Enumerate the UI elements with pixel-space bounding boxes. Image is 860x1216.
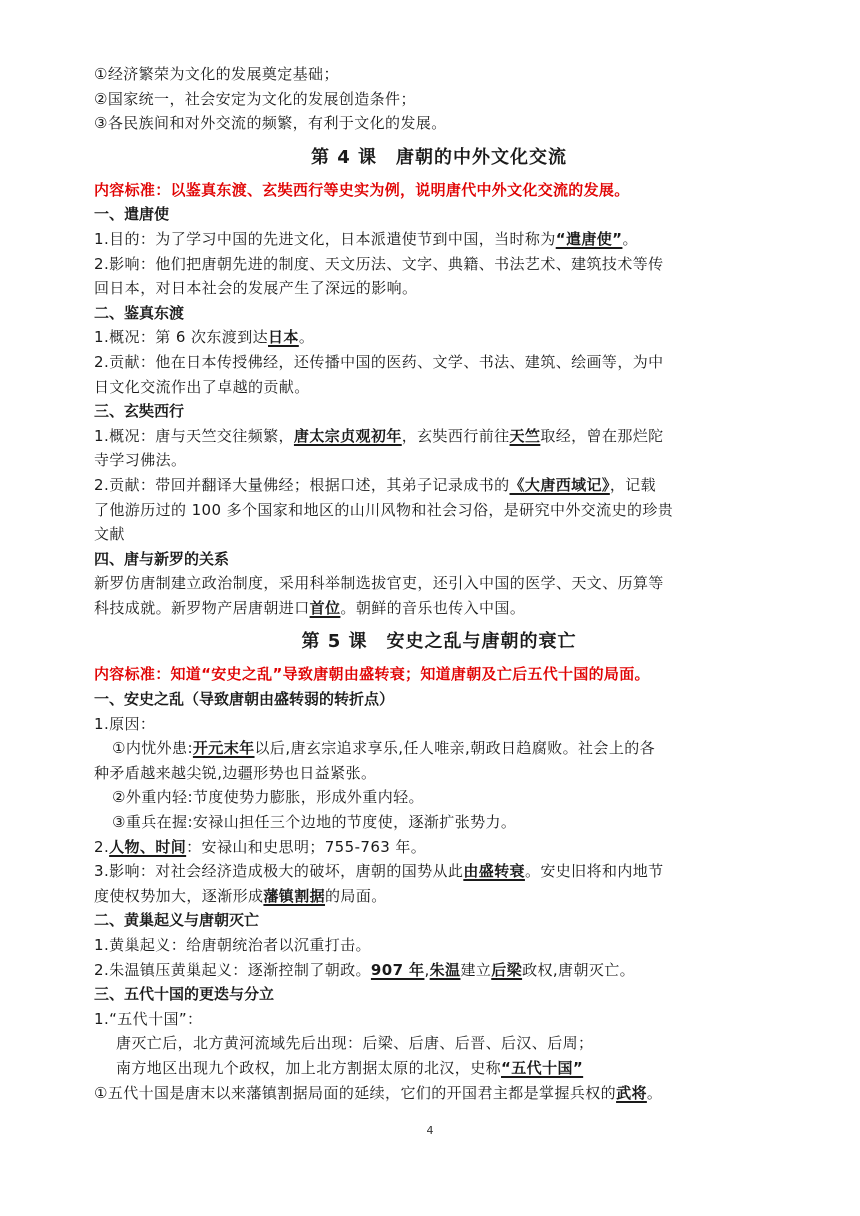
- keyword: 开元末年: [192, 739, 255, 758]
- paragraph-line: 1.黄巢起义：给唐朝统治者以沉重打击。: [94, 936, 371, 954]
- lesson4-standard: 内容标准：以鉴真东渡、玄奘西行等史实为例，说明唐代中外文化交流的发展。: [94, 180, 630, 199]
- page-number: 4: [426, 1124, 434, 1137]
- paragraph-line: [94, 859, 784, 884]
- keyword: 人物、时间: [109, 837, 187, 856]
- text: ①五代十国是唐末以来藩镇割据局面的延续，它们的开国君主都是掌握兵权的: [94, 1083, 617, 1102]
- text: 政权,唐朝灭亡。: [522, 960, 636, 979]
- text: ：安禄山和史思明；755-763 年。: [186, 837, 427, 856]
- section-heading: 一、遣唐使: [94, 205, 170, 224]
- text: 。: [646, 1083, 663, 1102]
- section-heading: 三、五代十国的更迭与分立: [94, 985, 275, 1004]
- keyword: 藩镇割据: [263, 886, 326, 905]
- text: 。: [298, 328, 315, 347]
- keyword: “五代十国”: [501, 1058, 584, 1077]
- paragraph-line: [94, 835, 784, 860]
- text: 科技成就。新罗物产居唐朝进口: [94, 598, 310, 617]
- paragraph-line: [94, 1056, 784, 1081]
- paragraph-line: 种矛盾越来越尖锐,边疆形势也日益紧张。: [94, 763, 377, 782]
- text: 以后,唐玄宗追求享乐,任人唯亲,朝政日趋腐败。社会上的各: [254, 739, 656, 758]
- paragraph-line: ③重兵在握:安禄山担任三个边地的节度使，逐渐扩张势力。: [112, 813, 517, 832]
- keyword: 首位: [309, 598, 341, 617]
- keyword: 天竺: [509, 426, 541, 445]
- lesson5-title: 第 5 课 安史之乱与唐朝的衰亡: [301, 631, 577, 653]
- keyword: 由盛转衰: [463, 862, 525, 881]
- text: ,: [424, 960, 430, 979]
- text: ，记载: [609, 475, 657, 494]
- text: 取经，曾在那烂陀: [540, 426, 664, 445]
- paragraph-line: ②外重内轻:节度使势力膨胀，形成外重内轻。: [112, 788, 424, 807]
- text: 1.概况：唐与天竺交往频繁，: [94, 426, 294, 445]
- section-heading: 二、黄巢起义与唐朝灭亡: [94, 911, 260, 930]
- paragraph-line: 寺学习佛法。: [94, 451, 187, 470]
- keyword: 后梁: [491, 960, 523, 979]
- paragraph-line: [94, 884, 784, 909]
- paragraph-line: 1.“五代十国”：: [94, 1009, 203, 1028]
- keyword: 907 年: [370, 960, 425, 979]
- paragraph-line: [94, 1081, 784, 1106]
- paragraph-line: 了他游历过的 100 多个国家和地区的山川风物和社会习俗，是研究中外交流史的珍贵: [94, 500, 674, 519]
- text: 。: [622, 229, 638, 248]
- paragraph-line: 回日本，对日本社会的发展产生了深远的影响。: [94, 279, 418, 298]
- paragraph-line: 文献: [94, 525, 125, 544]
- section-heading: 三、玄奘西行: [94, 402, 185, 421]
- text: 。朝鲜的音乐也传入中国。: [340, 598, 526, 617]
- text: 。安史旧将和内地节: [524, 862, 664, 881]
- paragraph-line: 2.贡献：他在日本传授佛经，还传播中国的医药、文学、书法、建筑、绘画等，为中: [94, 352, 664, 371]
- text: 南方地区出现九个政权，加上北方割据太原的北汉，史称: [116, 1058, 502, 1077]
- paragraph-line: 1.原因：: [94, 714, 156, 733]
- section-heading: 四、唐与新罗的关系: [94, 549, 230, 568]
- intro-line: ③各民族间和对外交流的频繁，有利于文化的发展。: [94, 114, 447, 133]
- keyword: 朱温: [429, 960, 461, 979]
- paragraph-line: [94, 473, 784, 498]
- paragraph-line: [94, 736, 784, 761]
- text: ①内忧外患:: [112, 739, 193, 758]
- lesson5-standard: 内容标准：知道“安史之乱”导致唐朝由盛转衰；知道唐朝及亡后五代十国的局面。: [94, 665, 650, 684]
- text: 2.: [94, 837, 110, 856]
- text: 1.目的：为了学习中国的先进文化，日本派遣使节到中国，当时称为: [94, 229, 556, 248]
- paragraph-line: 2.影响：他们把唐朝先进的制度、天文历法、文字、典籍、书法艺术、建筑技术等传: [94, 254, 664, 273]
- lesson4-title: 第 4 课 唐朝的中外文化交流: [310, 146, 568, 168]
- keyword: 武将: [616, 1083, 647, 1102]
- paragraph-line: [94, 424, 784, 449]
- text: 3.影响：对社会经济造成极大的破坏，唐朝的国势从此: [94, 862, 464, 881]
- paragraph-line: [94, 227, 784, 252]
- keyword: “遣唐使”: [555, 229, 623, 248]
- section-heading: 一、安史之乱（导致唐朝由盛转弱的转折点）: [94, 690, 395, 709]
- text: 建立: [460, 960, 492, 979]
- text: 的局面。: [325, 886, 387, 905]
- keyword: 日本: [268, 328, 299, 347]
- paragraph-line: 日文化交流作出了卓越的贡献。: [94, 377, 310, 396]
- intro-line: ①经济繁荣为文化的发展奠定基础；: [94, 65, 339, 83]
- text: 2.贡献：带回并翻译大量佛经；根据口述，其弟子记录成书的: [94, 475, 510, 494]
- intro-line: ②国家统一，社会安定为文化的发展创造条件；: [94, 89, 416, 108]
- paragraph-line: [94, 596, 784, 621]
- keyword: 《大唐西域记》: [509, 475, 610, 494]
- section-heading: 二、鉴真东渡: [94, 303, 185, 322]
- paragraph-line: [94, 958, 784, 983]
- text: 度使权势加大，逐渐形成: [94, 886, 264, 905]
- text: ，玄奘西行前往: [401, 426, 510, 445]
- paragraph-line: 新罗仿唐制建立政治制度，采用科举制选拔官吏，还引入中国的医学、天文、历算等: [94, 574, 664, 593]
- text: 2.朱温镇压黄巢起义：逐渐控制了朝政。: [94, 960, 371, 979]
- text: 1.概况：第 6 次东渡到达: [94, 328, 268, 347]
- keyword: 唐太宗贞观初年: [293, 426, 402, 445]
- paragraph-line: 唐灭亡后，北方黄河流域先后出现：后梁、后唐、后晋、后汉、后周；: [116, 1034, 594, 1053]
- page-content: [94, 62, 784, 1105]
- paragraph-line: [94, 325, 784, 350]
